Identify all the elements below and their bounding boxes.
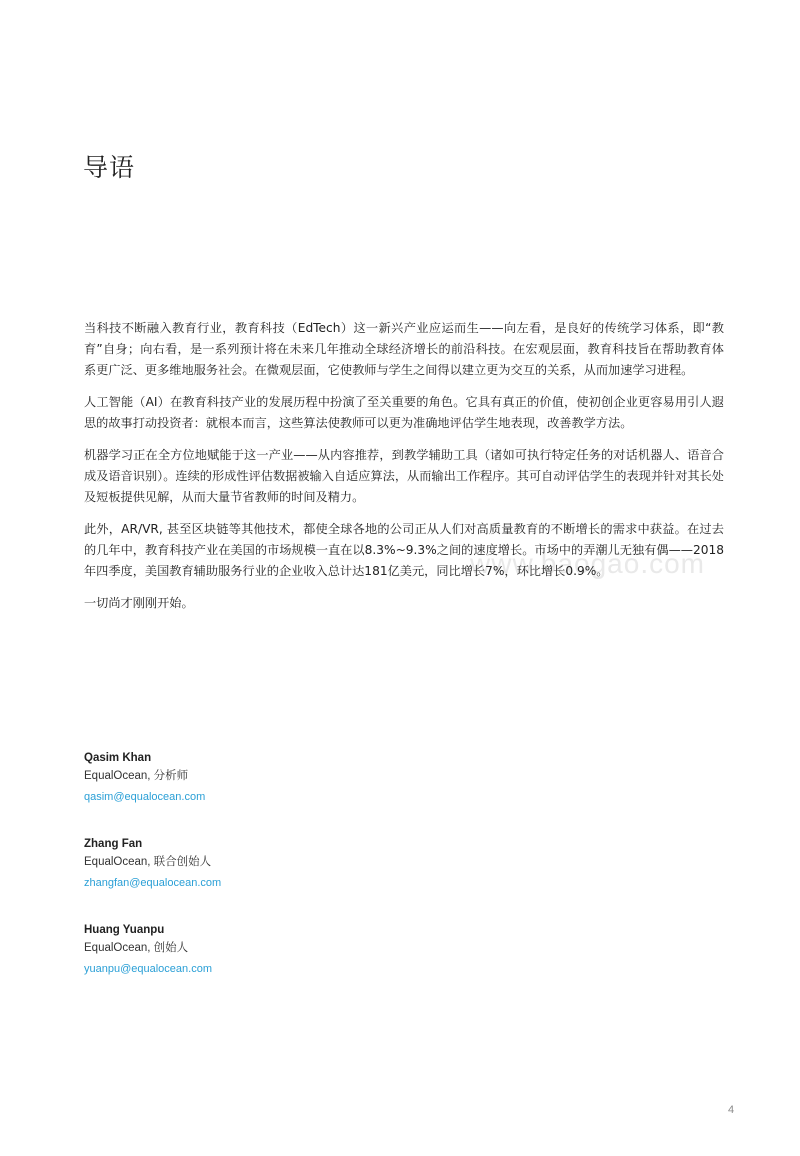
author-name: Huang Yuanpu [84, 924, 165, 936]
author-list [84, 750, 384, 1008]
author-email-link[interactable]: qasim@equalocean.com [84, 791, 206, 803]
author-email-link[interactable]: yuanpu@equalocean.com [84, 963, 212, 975]
author-role: EqualOcean, 创始人 [84, 942, 189, 954]
paragraph: 当科技不断融入教育行业，教育科技（EdTech）这一新兴产业应运而生——向左看，是良好的传统学习体系，即“教育”自身；向右看，是一系列预计将在未来几年推动全球经济增长的前沿科技。在宏观层面，教育科技旨在帮助教育体系更广泛、更多维地服务社会。在微观层面，它使教师与学生之间得以建立更为交互的关系，从而加速学习进程。 [84, 321, 724, 377]
page-number: 4 [728, 1104, 735, 1116]
paragraph: 此外，AR/VR, 甚至区块链等其他技术，都使全球各地的公司正从人们对高质量教育的不断增长的需求中获益。在过去的几年中，教育科技产业在美国的市场规模一直在以8.3%~9.3%之间的速度增长。市场中的弄潮儿无独有偶——2018年四季度，美国教育辅助服务行业的企业收入总计达181亿美元，同比增长7%，环比增长0.9%。 [84, 522, 724, 578]
watermark: www.baogao.com [470, 548, 706, 579]
author-card [84, 922, 384, 978]
paragraph: 机器学习正在全方位地赋能于这一产业——从内容推荐，到教学辅助工具（诸如可执行特定任务的对话机器人、语音合成及语音识别）。连续的形成性评估数据被输入自适应算法，从而输出工作程序。其可自动评估学生的表现并针对其长处及短板提供见解，从而大量节省教师的时间及精力。 [84, 448, 724, 504]
author-role: EqualOcean, 分析师 [84, 770, 189, 782]
author-name: Qasim Khan [84, 752, 152, 764]
author-card [84, 750, 384, 806]
author-card [84, 836, 384, 892]
page-title: 导语 [83, 153, 136, 182]
paragraph: 人工智能（AI）在教育科技产业的发展历程中扮演了至关重要的角色。它具有真正的价值，使初创企业更容易用引人遐思的故事打动投资者：就根本而言，这些算法使教师可以更为准确地评估学生地表现，改善教学方法。 [84, 395, 724, 430]
author-name: Zhang Fan [84, 838, 143, 850]
intro-body [84, 318, 724, 625]
author-role: EqualOcean, 联合创始人 [84, 856, 212, 868]
paragraph: 一切尚才刚刚开始。 [84, 596, 194, 610]
author-email-link[interactable]: zhangfan@equalocean.com [84, 877, 222, 889]
